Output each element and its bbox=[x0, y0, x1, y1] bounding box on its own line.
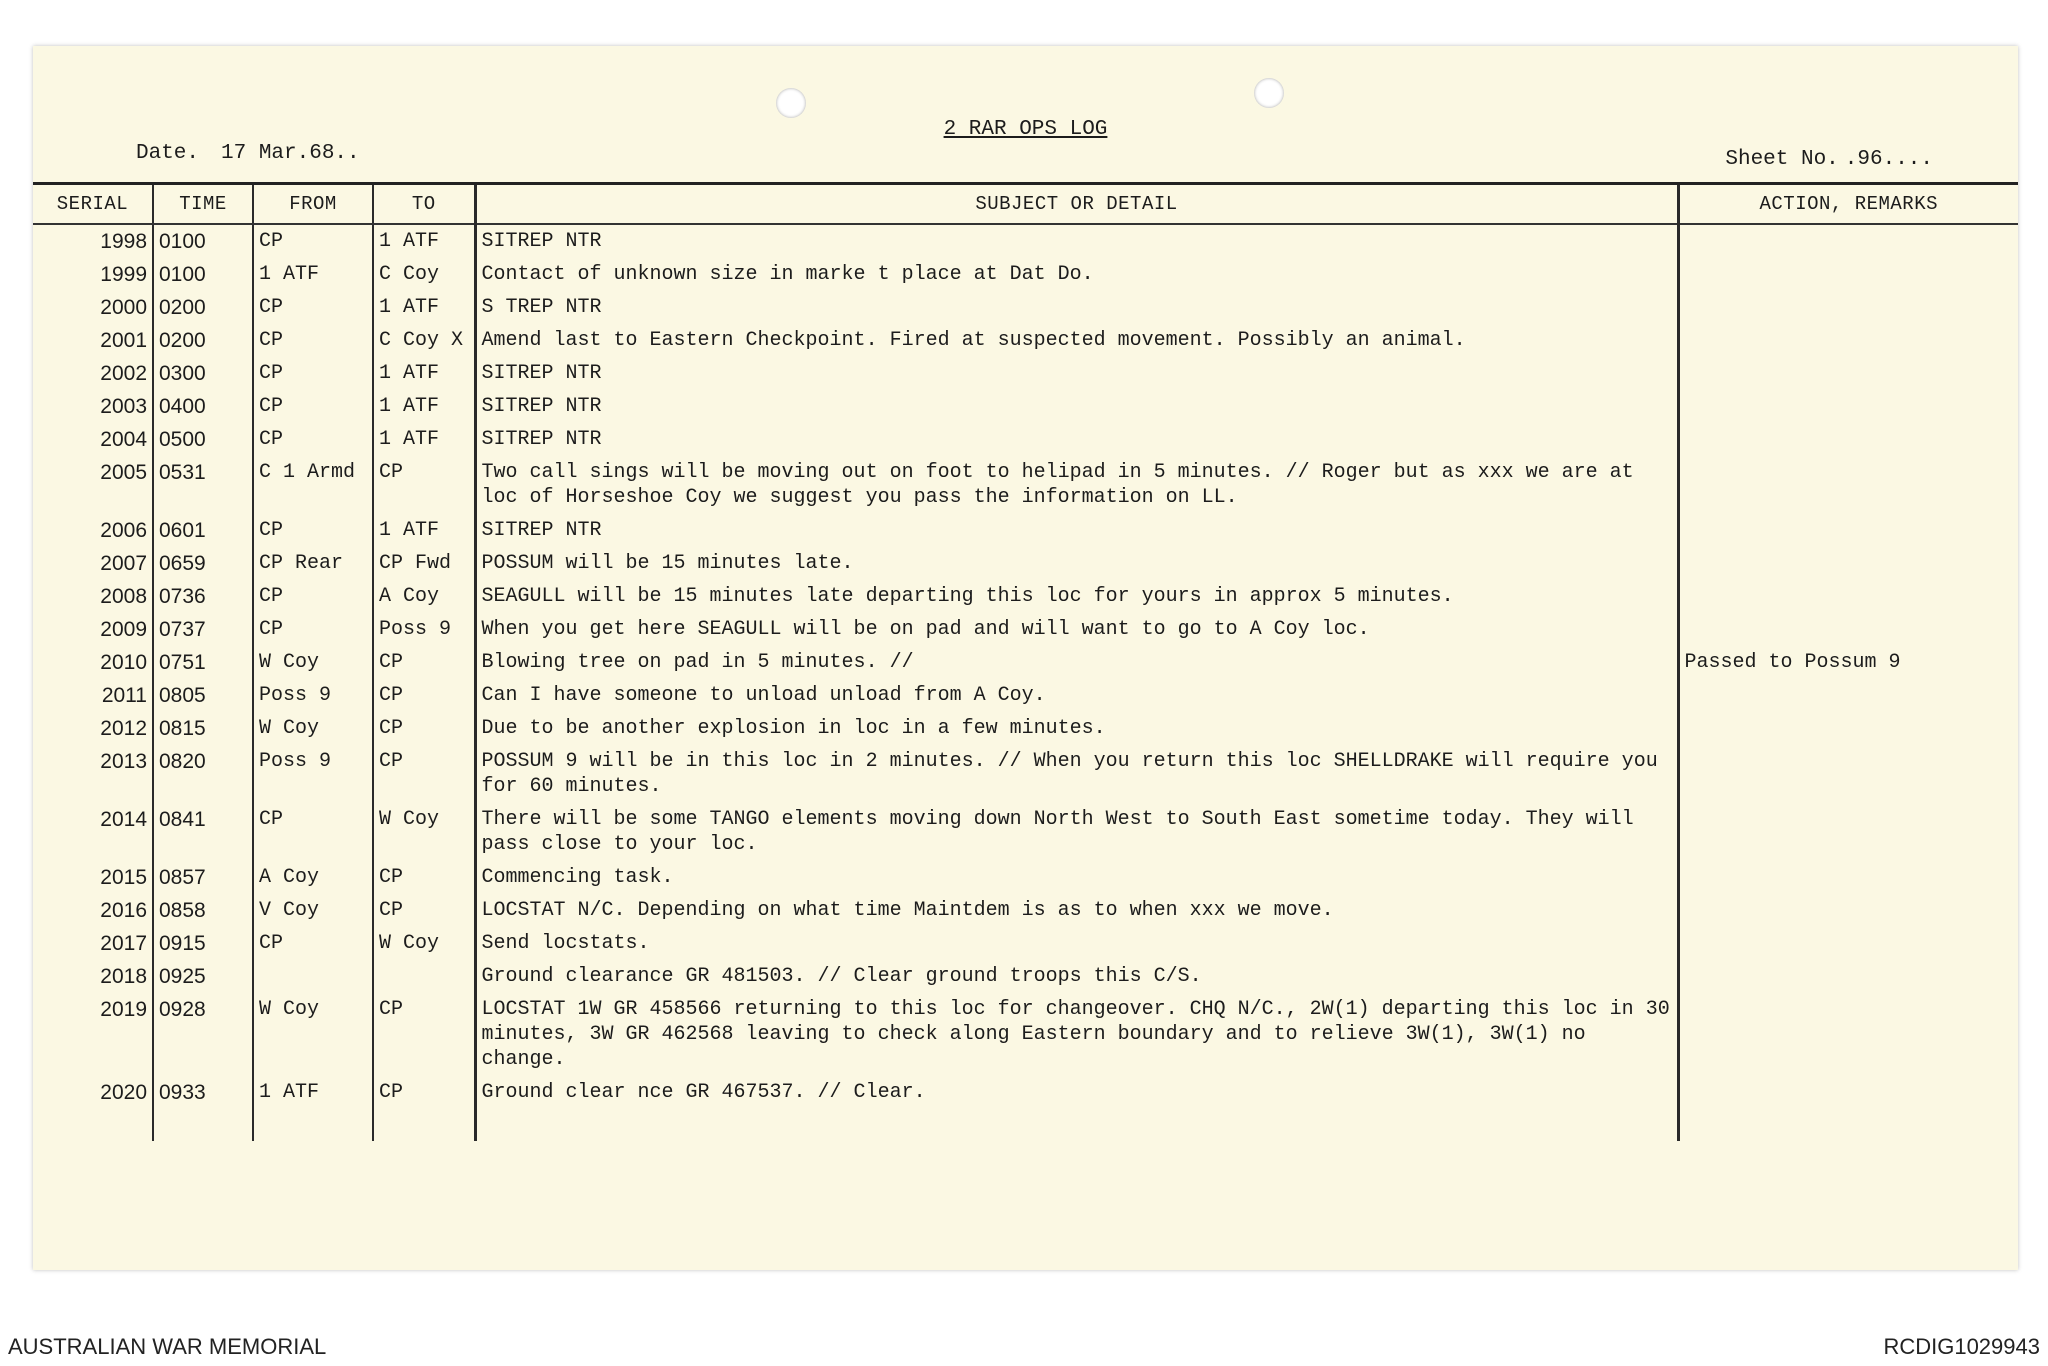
date-line bbox=[136, 142, 360, 165]
cell-remarks bbox=[1678, 960, 2018, 993]
cell-to: CP bbox=[373, 745, 475, 803]
footer-institution: AUSTRALIAN WAR MEMORIAL bbox=[8, 1334, 327, 1359]
table-spacer-row bbox=[33, 1109, 2018, 1141]
cell-remarks bbox=[1678, 927, 2018, 960]
ops-log-table bbox=[33, 182, 2018, 1141]
cell-from: 1 ATF bbox=[253, 258, 373, 291]
cell-time: 0737 bbox=[153, 613, 253, 646]
cell-serial: 2009 bbox=[100, 618, 147, 641]
table-row bbox=[33, 456, 2018, 514]
table-row bbox=[33, 390, 2018, 423]
cell-time: 0400 bbox=[153, 390, 253, 423]
cell-time: 0858 bbox=[153, 894, 253, 927]
cell-serial: 2000 bbox=[100, 296, 147, 319]
cell-to: CP bbox=[373, 646, 475, 679]
table-row bbox=[33, 258, 2018, 291]
cell-from: CP bbox=[253, 613, 373, 646]
cell-remarks: Passed to Possum 9 bbox=[1678, 646, 2018, 679]
cell-from: 1 ATF bbox=[253, 1076, 373, 1109]
cell-serial: 2017 bbox=[100, 932, 147, 955]
table-row bbox=[33, 745, 2018, 803]
cell-from: W Coy bbox=[253, 646, 373, 679]
cell-remarks bbox=[1678, 423, 2018, 456]
table-row bbox=[33, 514, 2018, 547]
cell-serial: 2005 bbox=[100, 461, 147, 484]
cell-time: 0100 bbox=[153, 224, 253, 258]
table-row bbox=[33, 291, 2018, 324]
cell-remarks bbox=[1678, 803, 2018, 861]
cell-serial: 2011 bbox=[101, 684, 147, 707]
table-row bbox=[33, 679, 2018, 712]
cell-time: 0925 bbox=[153, 960, 253, 993]
cell-from: CP bbox=[253, 514, 373, 547]
cell-to: CP bbox=[373, 456, 475, 514]
cell-to: CP bbox=[373, 894, 475, 927]
table-row bbox=[33, 613, 2018, 646]
cell-serial: 2006 bbox=[100, 519, 147, 542]
cell-serial: 1998 bbox=[100, 230, 147, 253]
cell-from: CP bbox=[253, 357, 373, 390]
cell-detail: LOCSTAT N/C. Depending on what time Maintdem is as to when xxx we move. bbox=[475, 894, 1678, 927]
cell-to: 1 ATF bbox=[373, 514, 475, 547]
cell-detail: Blowing tree on pad in 5 minutes. // bbox=[475, 646, 1678, 679]
cell-from: CP bbox=[253, 224, 373, 258]
cell-from: CP bbox=[253, 580, 373, 613]
cell-time: 0500 bbox=[153, 423, 253, 456]
table-row bbox=[33, 357, 2018, 390]
cell-remarks bbox=[1678, 613, 2018, 646]
cell-remarks bbox=[1678, 456, 2018, 514]
cell-to: CP bbox=[373, 712, 475, 745]
cell-to: Poss 9 bbox=[373, 613, 475, 646]
table-row bbox=[33, 580, 2018, 613]
cell-time: 0933 bbox=[153, 1076, 253, 1109]
cell-detail: LOCSTAT 1W GR 458566 returning to this loc for changeover. CHQ N/C., 2W(1) departing this loc in 30 minutes, 3W GR 462568 leaving to check along Eastern boundary and to relieve 3W(1), 3W(1) no change. bbox=[475, 993, 1678, 1076]
sheet-number bbox=[1725, 148, 1933, 171]
cell-to: CP bbox=[373, 993, 475, 1076]
cell-serial: 2014 bbox=[100, 808, 147, 831]
col-header-detail: SUBJECT OR DETAIL bbox=[475, 184, 1678, 225]
cell-to: 1 ATF bbox=[373, 390, 475, 423]
document-title: 2 RAR OPS LOG bbox=[943, 118, 1108, 141]
cell-detail: Ground clearance GR 481503. // Clear ground troops this C/S. bbox=[475, 960, 1678, 993]
table-row bbox=[33, 960, 2018, 993]
table-row bbox=[33, 712, 2018, 745]
cell-serial: 2004 bbox=[100, 428, 147, 451]
cell-remarks bbox=[1678, 993, 2018, 1076]
cell-from: V Coy bbox=[253, 894, 373, 927]
cell-detail: Commencing task. bbox=[475, 861, 1678, 894]
cell-from: CP bbox=[253, 423, 373, 456]
table-row bbox=[33, 324, 2018, 357]
cell-from: Poss 9 bbox=[253, 745, 373, 803]
cell-serial: 2020 bbox=[100, 1081, 147, 1104]
cell-remarks bbox=[1678, 712, 2018, 745]
cell-detail: SEAGULL will be 15 minutes late departing this loc for yours in approx 5 minutes. bbox=[475, 580, 1678, 613]
log-entries bbox=[33, 224, 2018, 1141]
cell-time: 0928 bbox=[153, 993, 253, 1076]
punch-hole-right bbox=[1254, 78, 1284, 108]
table-row bbox=[33, 927, 2018, 960]
cell-time: 0815 bbox=[153, 712, 253, 745]
cell-time: 0751 bbox=[153, 646, 253, 679]
cell-to bbox=[373, 960, 475, 993]
cell-detail: Ground clear nce GR 467537. // Clear. bbox=[475, 1076, 1678, 1109]
col-header-remarks: ACTION, REMARKS bbox=[1678, 184, 2018, 225]
table-row bbox=[33, 993, 2018, 1076]
cell-from: W Coy bbox=[253, 712, 373, 745]
cell-remarks bbox=[1678, 861, 2018, 894]
cell-time: 0200 bbox=[153, 291, 253, 324]
blank-cell bbox=[475, 1109, 1678, 1141]
cell-to: CP bbox=[373, 861, 475, 894]
cell-detail: Contact of unknown size in marke t place at Dat Do. bbox=[475, 258, 1678, 291]
cell-from: CP bbox=[253, 291, 373, 324]
blank-cell bbox=[1678, 1109, 2018, 1141]
cell-to: A Coy bbox=[373, 580, 475, 613]
cell-remarks bbox=[1678, 745, 2018, 803]
cell-detail: SITREP NTR bbox=[475, 390, 1678, 423]
cell-remarks bbox=[1678, 324, 2018, 357]
cell-detail: POSSUM 9 will be in this loc in 2 minutes. // When you return this loc SHELLDRAKE will require you for 60 minutes. bbox=[475, 745, 1678, 803]
cell-serial: 2001 bbox=[100, 329, 147, 352]
cell-time: 0300 bbox=[153, 357, 253, 390]
cell-time: 0736 bbox=[153, 580, 253, 613]
cell-to: CP bbox=[373, 679, 475, 712]
cell-to: 1 ATF bbox=[373, 291, 475, 324]
cell-remarks bbox=[1678, 547, 2018, 580]
cell-time: 0820 bbox=[153, 745, 253, 803]
cell-remarks bbox=[1678, 258, 2018, 291]
cell-time: 0200 bbox=[153, 324, 253, 357]
cell-to: W Coy bbox=[373, 803, 475, 861]
table-row bbox=[33, 894, 2018, 927]
cell-remarks bbox=[1678, 894, 2018, 927]
cell-serial: 2010 bbox=[100, 651, 147, 674]
cell-detail: SITREP NTR bbox=[475, 514, 1678, 547]
cell-remarks bbox=[1678, 357, 2018, 390]
sheet-label: Sheet No. bbox=[1725, 148, 1839, 171]
cell-detail: SITREP NTR bbox=[475, 357, 1678, 390]
cell-remarks bbox=[1678, 291, 2018, 324]
cell-time: 0841 bbox=[153, 803, 253, 861]
cell-time: 0805 bbox=[153, 679, 253, 712]
table-row bbox=[33, 861, 2018, 894]
cell-serial: 2019 bbox=[100, 998, 147, 1021]
cell-to: 1 ATF bbox=[373, 357, 475, 390]
log-sheet bbox=[33, 46, 2018, 1270]
cell-detail: Send locstats. bbox=[475, 927, 1678, 960]
date-value: 17 Mar.68.. bbox=[221, 142, 360, 165]
cell-from: CP bbox=[253, 324, 373, 357]
cell-serial: 2018 bbox=[100, 965, 147, 988]
cell-detail: Can I have someone to unload unload from A Coy. bbox=[475, 679, 1678, 712]
col-header-to: TO bbox=[373, 184, 475, 225]
cell-from: CP bbox=[253, 390, 373, 423]
cell-from: A Coy bbox=[253, 861, 373, 894]
col-header-time: TIME bbox=[153, 184, 253, 225]
cell-serial: 1999 bbox=[100, 263, 147, 286]
sheet-value: .96.... bbox=[1844, 148, 1933, 171]
blank-cell bbox=[153, 1109, 253, 1141]
cell-from: Poss 9 bbox=[253, 679, 373, 712]
col-header-from: FROM bbox=[253, 184, 373, 225]
cell-detail: Two call sings will be moving out on foot to helipad in 5 minutes. // Roger but as xxx we are at loc of Horseshoe Coy we suggest you pass the information on LL. bbox=[475, 456, 1678, 514]
cell-to: CP Fwd bbox=[373, 547, 475, 580]
cell-from: CP bbox=[253, 803, 373, 861]
cell-serial: 2015 bbox=[100, 866, 147, 889]
cell-remarks bbox=[1678, 514, 2018, 547]
col-header-serial: SERIAL bbox=[33, 184, 153, 225]
cell-from bbox=[253, 960, 373, 993]
cell-from: CP Rear bbox=[253, 547, 373, 580]
table-row bbox=[33, 547, 2018, 580]
cell-remarks bbox=[1678, 1076, 2018, 1109]
cell-to: C Coy X bbox=[373, 324, 475, 357]
cell-serial: 2008 bbox=[100, 585, 147, 608]
cell-detail: S TREP NTR bbox=[475, 291, 1678, 324]
cell-time: 0915 bbox=[153, 927, 253, 960]
cell-remarks bbox=[1678, 390, 2018, 423]
table-row bbox=[33, 646, 2018, 679]
punch-hole-left bbox=[776, 88, 806, 118]
cell-remarks bbox=[1678, 224, 2018, 258]
cell-time: 0531 bbox=[153, 456, 253, 514]
blank-cell bbox=[373, 1109, 475, 1141]
cell-from: W Coy bbox=[253, 993, 373, 1076]
cell-detail: SITREP NTR bbox=[475, 423, 1678, 456]
table-row bbox=[33, 1076, 2018, 1109]
date-label: Date. bbox=[136, 142, 200, 165]
cell-time: 0601 bbox=[153, 514, 253, 547]
footer-reference: RCDIG1029943 bbox=[1883, 1334, 2040, 1359]
cell-detail: When you get here SEAGULL will be on pad and will want to go to A Coy loc. bbox=[475, 613, 1678, 646]
table-row bbox=[33, 803, 2018, 861]
cell-serial: 2012 bbox=[100, 717, 147, 740]
cell-detail: Due to be another explosion in loc in a few minutes. bbox=[475, 712, 1678, 745]
cell-remarks bbox=[1678, 580, 2018, 613]
cell-serial: 2007 bbox=[100, 552, 147, 575]
cell-to: W Coy bbox=[373, 927, 475, 960]
cell-from: C 1 Armd bbox=[253, 456, 373, 514]
cell-to: CP bbox=[373, 1076, 475, 1109]
cell-remarks bbox=[1678, 679, 2018, 712]
cell-from: CP bbox=[253, 927, 373, 960]
cell-time: 0100 bbox=[153, 258, 253, 291]
cell-serial: 2003 bbox=[100, 395, 147, 418]
cell-time: 0857 bbox=[153, 861, 253, 894]
table-row bbox=[33, 224, 2018, 258]
cell-serial: 2002 bbox=[100, 362, 147, 385]
cell-detail: There will be some TANGO elements moving down North West to South East sometime today. They will pass close to your loc. bbox=[475, 803, 1678, 861]
blank-cell bbox=[33, 1109, 153, 1141]
cell-time: 0659 bbox=[153, 547, 253, 580]
cell-serial: 2016 bbox=[100, 899, 147, 922]
cell-detail: Amend last to Eastern Checkpoint. Fired at suspected movement. Possibly an animal. bbox=[475, 324, 1678, 357]
table-row bbox=[33, 423, 2018, 456]
cell-to: 1 ATF bbox=[373, 423, 475, 456]
table-header-row bbox=[33, 184, 2018, 225]
cell-to: C Coy bbox=[373, 258, 475, 291]
cell-serial: 2013 bbox=[100, 750, 147, 773]
cell-detail: SITREP NTR bbox=[475, 224, 1678, 258]
cell-detail: POSSUM will be 15 minutes late. bbox=[475, 547, 1678, 580]
blank-cell bbox=[253, 1109, 373, 1141]
cell-to: 1 ATF bbox=[373, 224, 475, 258]
